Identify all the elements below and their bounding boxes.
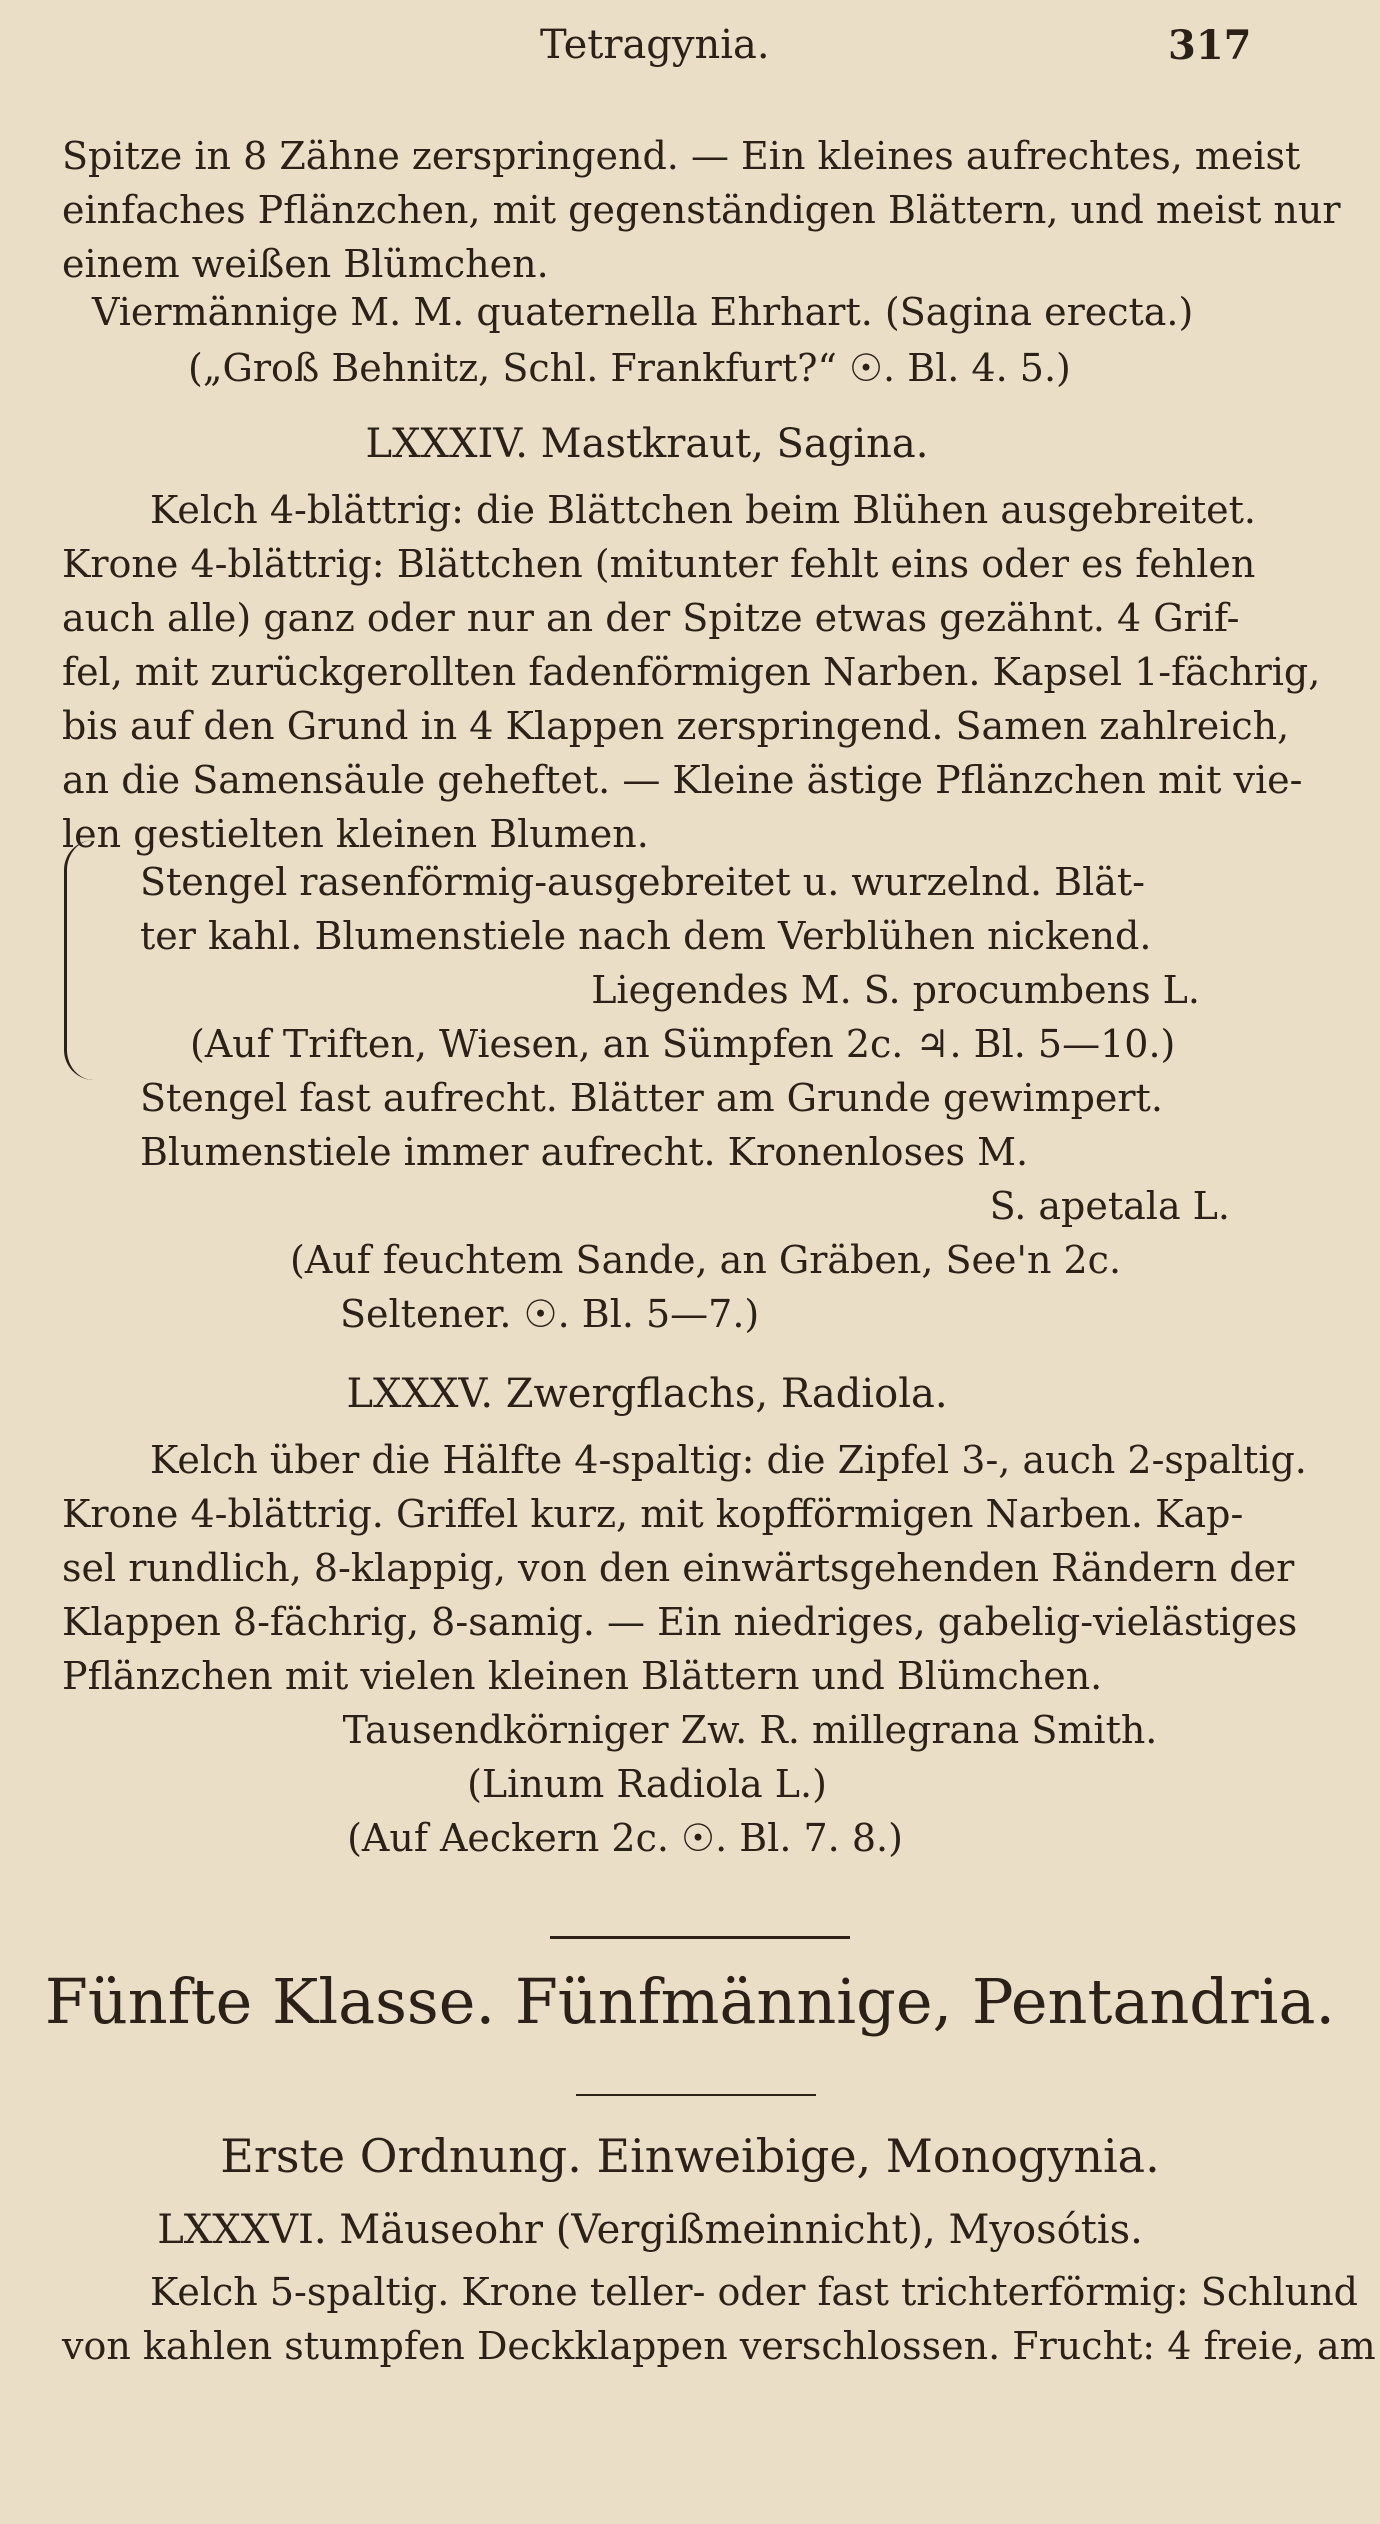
text-line: Kelch 5-spaltig. Krone teller- oder fast trichterförmig: Schlund	[150, 2270, 1359, 2314]
text-line: bis auf den Grund in 4 Klappen zerspringend. Samen zahlreich,	[62, 704, 1290, 748]
species-line: S. apetala L.	[989, 1184, 1230, 1228]
species-line: Tausendkörniger Zw. R. millegrana Smith.	[342, 1708, 1158, 1752]
habitat-line: („Groß Behnitz, Schl. Frankfurt?“ ☉. Bl. 4. 5.)	[188, 346, 1071, 390]
text-line: Spitze in 8 Zähne zerspringend. — Ein kleines aufrechtes, meist	[62, 134, 1301, 178]
synonym-line: (Linum Radiola L.)	[467, 1762, 827, 1806]
key-line: ter kahl. Blumenstiele nach dem Verblühen nickend.	[140, 914, 1152, 958]
species-line: Liegendes M. S. procumbens L.	[591, 968, 1200, 1012]
text-line: len gestielten kleinen Blumen.	[62, 812, 649, 856]
class-heading: Fünfte Klasse. Fünfmännige, Pentandria.	[44, 1965, 1336, 2038]
habitat-line: (Auf Aeckern 2c. ☉. Bl. 7. 8.)	[347, 1816, 903, 1860]
key-line: Blumenstiele immer aufrecht. Kronenloses M.	[140, 1130, 1029, 1174]
habitat-line: (Auf feuchtem Sande, an Gräben, See'n 2c.	[290, 1238, 1122, 1282]
section-rule	[576, 2094, 816, 2096]
key-brace	[64, 840, 111, 1080]
running-head: Tetragynia.	[540, 22, 770, 68]
key-line: Stengel fast aufrecht. Blätter am Grunde gewimpert.	[140, 1076, 1163, 1120]
text-line: einfaches Pflänzchen, mit gegenständigen Blättern, und meist nur	[62, 188, 1341, 232]
text-line: Kelch über die Hälfte 4-spaltig: die Zipfel 3-, auch 2-spaltig.	[150, 1438, 1307, 1482]
habitat-line: (Auf Triften, Wiesen, an Sümpfen 2c. ♃. Bl. 5—10.)	[190, 1022, 1176, 1066]
text-line: Pflänzchen mit vielen kleinen Blättern und Blümchen.	[62, 1654, 1103, 1698]
text-line: Krone 4-blättrig: Blättchen (mitunter fehlt eins oder es fehlen	[62, 542, 1256, 586]
species-line: Viermännige M. M. quaternella Ehrhart. (Sagina erecta.)	[92, 290, 1194, 334]
section-rule	[550, 1936, 850, 1939]
genus-heading: LXXXV. Zwergflachs, Radiola.	[346, 1371, 948, 1417]
text-line: von kahlen stumpfen Deckklappen verschlossen. Frucht: 4 freie, am	[62, 2324, 1376, 2368]
text-line: Krone 4-blättrig. Griffel kurz, mit kopfförmigen Narben. Kap-	[62, 1492, 1244, 1536]
text-line: an die Samensäule geheftet. — Kleine ästige Pflänzchen mit vie-	[62, 758, 1303, 802]
text-line: fel, mit zurückgerollten fadenförmigen Narben. Kapsel 1-fächrig,	[62, 650, 1321, 694]
text-line: Klappen 8-fächrig, 8-samig. — Ein niedriges, gabelig-vielästiges	[62, 1600, 1298, 1644]
key-line: Stengel rasenförmig-ausgebreitet u. wurzelnd. Blät-	[140, 860, 1145, 904]
habitat-line: Seltener. ☉. Bl. 5—7.)	[340, 1292, 760, 1336]
text-line: auch alle) ganz oder nur an der Spitze etwas gezähnt. 4 Grif-	[62, 596, 1240, 640]
order-heading: Erste Ordnung. Einweibige, Monogynia.	[220, 2129, 1160, 2183]
text-line: sel rundlich, 8-klappig, von den einwärtsgehenden Rändern der	[62, 1546, 1295, 1590]
genus-heading: LXXXIV. Mastkraut, Sagina.	[365, 421, 929, 467]
text-line: einem weißen Blümchen.	[62, 242, 549, 286]
text-line: Kelch 4-blättrig: die Blättchen beim Blühen ausgebreitet.	[150, 488, 1257, 532]
page-number: 317	[1168, 22, 1252, 69]
genus-heading: LXXXVI. Mäuseohr (Vergißmeinnicht), Myosótis.	[157, 2207, 1143, 2253]
